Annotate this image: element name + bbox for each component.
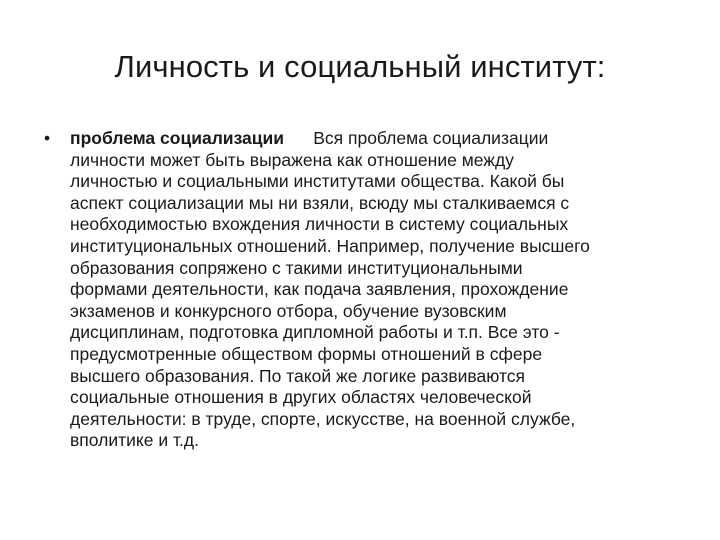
slide-title: Личность и социальный институт: [114, 49, 606, 84]
bullet-line: личностью и социальными институтами общества. Какой бы [70, 171, 565, 192]
bullet-line: личности может быть выражена как отношение между [70, 149, 514, 170]
bullet-line: предусмотренные обществом формы отношений в сфере [70, 343, 543, 364]
bullet-first-line-text: Вся проблема социализации [313, 128, 549, 148]
bullet-line: высшего образования. По такой же логике развиваются [70, 365, 526, 386]
bullet-first-line [70, 128, 684, 150]
bullet-lead-text: проблема социализации [70, 128, 285, 148]
bullet-line: формами деятельности, как подача заявления, прохождение [70, 279, 569, 300]
bullet-line: институциональных отношений. Например, получение высшего [70, 235, 590, 256]
bullet-line: аспект социализации мы ни взяли, всюду мы сталкиваемся с [70, 192, 570, 213]
bullet-line: образования сопряжено с такими институциональными [70, 257, 523, 278]
bullet-marker: • [44, 128, 51, 148]
bullet-line: дисциплинам, подготовка дипломной работы и т.п. Все это - [70, 322, 560, 343]
slide-content [44, 128, 684, 452]
bullet-line: экзаменов и конкурсного отбора, обучение вузовским [70, 300, 507, 321]
bullet-line: деятельности: в труде, спорте, искусстве, на военной службе, [70, 408, 576, 429]
bullet-line: социальные отношения в других областях человеческой [70, 387, 532, 408]
bullet-line: необходимостью вхождения личности в систему социальных [70, 214, 569, 235]
bullet-item [44, 128, 684, 452]
bullet-line: вполитике и т.д. [70, 430, 199, 451]
